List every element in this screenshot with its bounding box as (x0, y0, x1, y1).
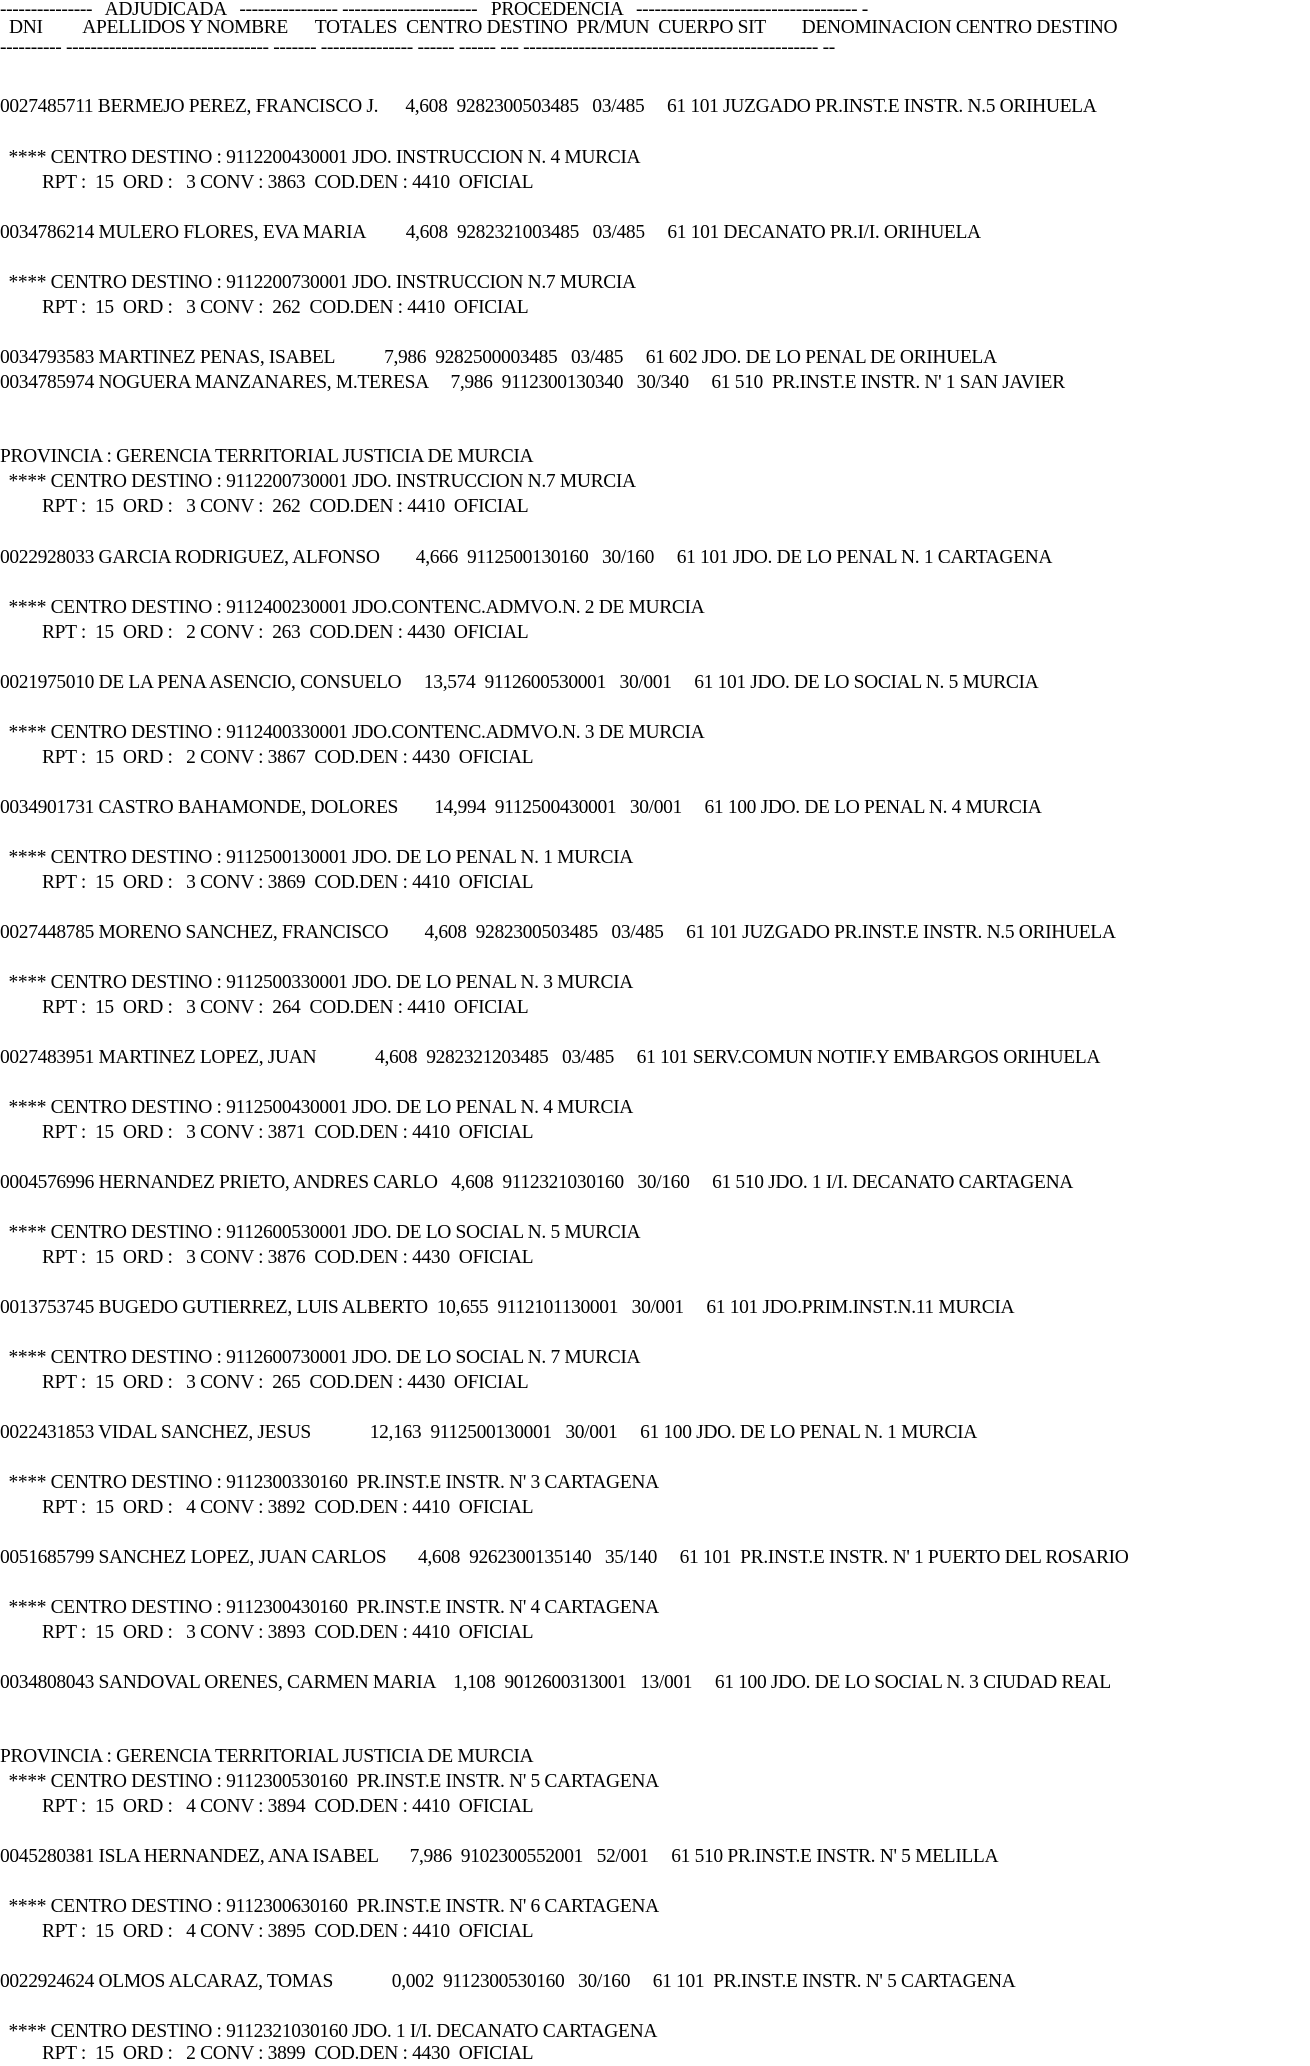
rpt-line: RPT : 15 ORD : 3 CONV : 3871 COD.DEN : 4410 OFICIAL (42, 1122, 534, 1143)
provincia-heading: PROVINCIA : GERENCIA TERRITORIAL JUSTICIA DE MURCIA (0, 446, 534, 467)
record-row: 0027483951 MARTINEZ LOPEZ, JUAN 4,608 9282321203485 03/485 61 101 SERV.COMUN NOTIF.Y EMBARGOS ORIHUELA (0, 1047, 1101, 1068)
centro-destino-line: **** CENTRO DESTINO : 9112300330160 PR.INST.E INSTR. N' 3 CARTAGENA (4, 1472, 659, 1493)
rpt-line: RPT : 15 ORD : 3 CONV : 3876 COD.DEN : 4430 OFICIAL (42, 1247, 534, 1268)
rpt-line: RPT : 15 ORD : 3 CONV : 3863 COD.DEN : 4410 OFICIAL (42, 172, 534, 193)
header-column-titles: DNI APELLIDOS Y NOMBRE TOTALES CENTRO DESTINO PR/MUN CUERPO SIT DENOMINACION CENTRO DESTINO (0, 17, 1118, 38)
record-row: 0027448785 MORENO SANCHEZ, FRANCISCO 4,608 9282300503485 03/485 61 101 JUZGADO PR.INST.E INSTR. N.5 ORIHUELA (0, 922, 1116, 943)
rpt-line: RPT : 15 ORD : 3 CONV : 3869 COD.DEN : 4410 OFICIAL (42, 872, 534, 893)
record-row: 0004576996 HERNANDEZ PRIETO, ANDRES CARLO 4,608 9112321030160 30/160 61 510 JDO. 1 I/I. DECANATO CARTAGENA (0, 1172, 1074, 1193)
header-rule-top: --------------- ADJUDICADA ---------------- ---------------------- PROCEDENCIA ------------------------------------ - (0, 0, 868, 20)
rpt-line: RPT : 15 ORD : 3 CONV : 262 COD.DEN : 4410 OFICIAL (42, 297, 529, 318)
rpt-line: RPT : 15 ORD : 3 CONV : 3893 COD.DEN : 4410 OFICIAL (42, 1622, 534, 1643)
centro-destino-line: **** CENTRO DESTINO : 9112300530160 PR.INST.E INSTR. N' 5 CARTAGENA (4, 1771, 659, 1792)
rpt-line: RPT : 15 ORD : 2 CONV : 263 COD.DEN : 4430 OFICIAL (42, 622, 529, 643)
centro-destino-line: **** CENTRO DESTINO : 9112200730001 JDO. INSTRUCCION N.7 MURCIA (4, 272, 636, 293)
centro-destino-line: **** CENTRO DESTINO : 9112200430001 JDO. INSTRUCCION N. 4 MURCIA (4, 147, 641, 168)
record-row: 0022431853 VIDAL SANCHEZ, JESUS 12,163 9112500130001 30/001 61 100 JDO. DE LO PENAL N. 1 MURCIA (0, 1422, 978, 1443)
record-row: 0034793583 MARTINEZ PENAS, ISABEL 7,986 9282500003485 03/485 61 602 JDO. DE LO PENAL DE ORIHUELA (0, 347, 997, 368)
centro-destino-line: **** CENTRO DESTINO : 9112321030160 JDO. 1 I/I. DECANATO CARTAGENA (4, 2021, 658, 2042)
centro-destino-line: **** CENTRO DESTINO : 9112500130001 JDO. DE LO PENAL N. 1 MURCIA (4, 847, 634, 868)
centro-destino-line: **** CENTRO DESTINO : 9112300630160 PR.INST.E INSTR. N' 6 CARTAGENA (4, 1896, 659, 1917)
rpt-line: RPT : 15 ORD : 2 CONV : 3899 COD.DEN : 4430 OFICIAL (42, 2043, 534, 2064)
rpt-line: RPT : 15 ORD : 3 CONV : 264 COD.DEN : 4410 OFICIAL (42, 997, 529, 1018)
record-row: 0034808043 SANDOVAL ORENES, CARMEN MARIA 1,108 9012600313001 13/001 61 100 JDO. DE LO SOCIAL N. 3 CIUDAD REAL (0, 1672, 1111, 1693)
rpt-line: RPT : 15 ORD : 3 CONV : 262 COD.DEN : 4410 OFICIAL (42, 496, 529, 517)
centro-destino-line: **** CENTRO DESTINO : 9112400330001 JDO.CONTENC.ADMVO.N. 3 DE MURCIA (4, 722, 705, 743)
record-row: 0051685799 SANCHEZ LOPEZ, JUAN CARLOS 4,608 9262300135140 35/140 61 101 PR.INST.E INSTR. N' 1 PUERTO DEL ROSARIO (0, 1547, 1129, 1568)
centro-destino-line: **** CENTRO DESTINO : 9112500430001 JDO. DE LO PENAL N. 4 MURCIA (4, 1097, 634, 1118)
record-row: 0022928033 GARCIA RODRIGUEZ, ALFONSO 4,666 9112500130160 30/160 61 101 JDO. DE LO PENAL N. 1 CARTAGENA (0, 547, 1053, 568)
record-row: 0045280381 ISLA HERNANDEZ, ANA ISABEL 7,986 9102300552001 52/001 61 510 PR.INST.E INSTR. N' 5 MELILLA (0, 1846, 999, 1867)
rpt-line: RPT : 15 ORD : 4 CONV : 3892 COD.DEN : 4410 OFICIAL (42, 1497, 534, 1518)
centro-destino-line: **** CENTRO DESTINO : 9112600530001 JDO. DE LO SOCIAL N. 5 MURCIA (4, 1222, 641, 1243)
provincia-heading: PROVINCIA : GERENCIA TERRITORIAL JUSTICIA DE MURCIA (0, 1746, 534, 1767)
record-row: 0034901731 CASTRO BAHAMONDE, DOLORES 14,994 9112500430001 30/001 61 100 JDO. DE LO PENAL N. 4 MURCIA (0, 797, 1042, 818)
centro-destino-line: **** CENTRO DESTINO : 9112200730001 JDO. INSTRUCCION N.7 MURCIA (4, 471, 636, 492)
centro-destino-line: **** CENTRO DESTINO : 9112500330001 JDO. DE LO PENAL N. 3 MURCIA (4, 972, 634, 993)
rpt-line: RPT : 15 ORD : 4 CONV : 3895 COD.DEN : 4410 OFICIAL (42, 1921, 534, 1942)
centro-destino-line: **** CENTRO DESTINO : 9112300430160 PR.INST.E INSTR. N' 4 CARTAGENA (4, 1597, 659, 1618)
record-row: 0034785974 NOGUERA MANZANARES, M.TERESA 7,986 9112300130340 30/340 61 510 PR.INST.E INSTR. N' 1 SAN JAVIER (0, 372, 1065, 393)
rpt-line: RPT : 15 ORD : 3 CONV : 265 COD.DEN : 4430 OFICIAL (42, 1372, 529, 1393)
record-row: 0034786214 MULERO FLORES, EVA MARIA 4,608 9282321003485 03/485 61 101 DECANATO PR.I/I. ORIHUELA (0, 222, 981, 243)
record-row: 0022924624 OLMOS ALCARAZ, TOMAS 0,002 9112300530160 30/160 61 101 PR.INST.E INSTR. N' 5 CARTAGENA (0, 1971, 1016, 1992)
centro-destino-line: **** CENTRO DESTINO : 9112600730001 JDO. DE LO SOCIAL N. 7 MURCIA (4, 1347, 641, 1368)
rpt-line: RPT : 15 ORD : 2 CONV : 3867 COD.DEN : 4430 OFICIAL (42, 747, 534, 768)
header-rule-bottom: ---------- --------------------------------- ------- --------------- ------ ------ --- ------------------------------------------------ -- (0, 37, 835, 58)
centro-destino-line: **** CENTRO DESTINO : 9112400230001 JDO.CONTENC.ADMVO.N. 2 DE MURCIA (4, 597, 705, 618)
record-row: 0027485711 BERMEJO PEREZ, FRANCISCO J. 4,608 9282300503485 03/485 61 101 JUZGADO PR.INST.E INSTR. N.5 ORIHUELA (0, 96, 1097, 117)
rpt-line: RPT : 15 ORD : 4 CONV : 3894 COD.DEN : 4410 OFICIAL (42, 1796, 534, 1817)
record-row: 0021975010 DE LA PENA ASENCIO, CONSUELO 13,574 9112600530001 30/001 61 101 JDO. DE LO SOCIAL N. 5 MURCIA (0, 672, 1039, 693)
record-row: 0013753745 BUGEDO GUTIERREZ, LUIS ALBERTO 10,655 9112101130001 30/001 61 101 JDO.PRIM.INST.N.11 MURCIA (0, 1297, 1015, 1318)
